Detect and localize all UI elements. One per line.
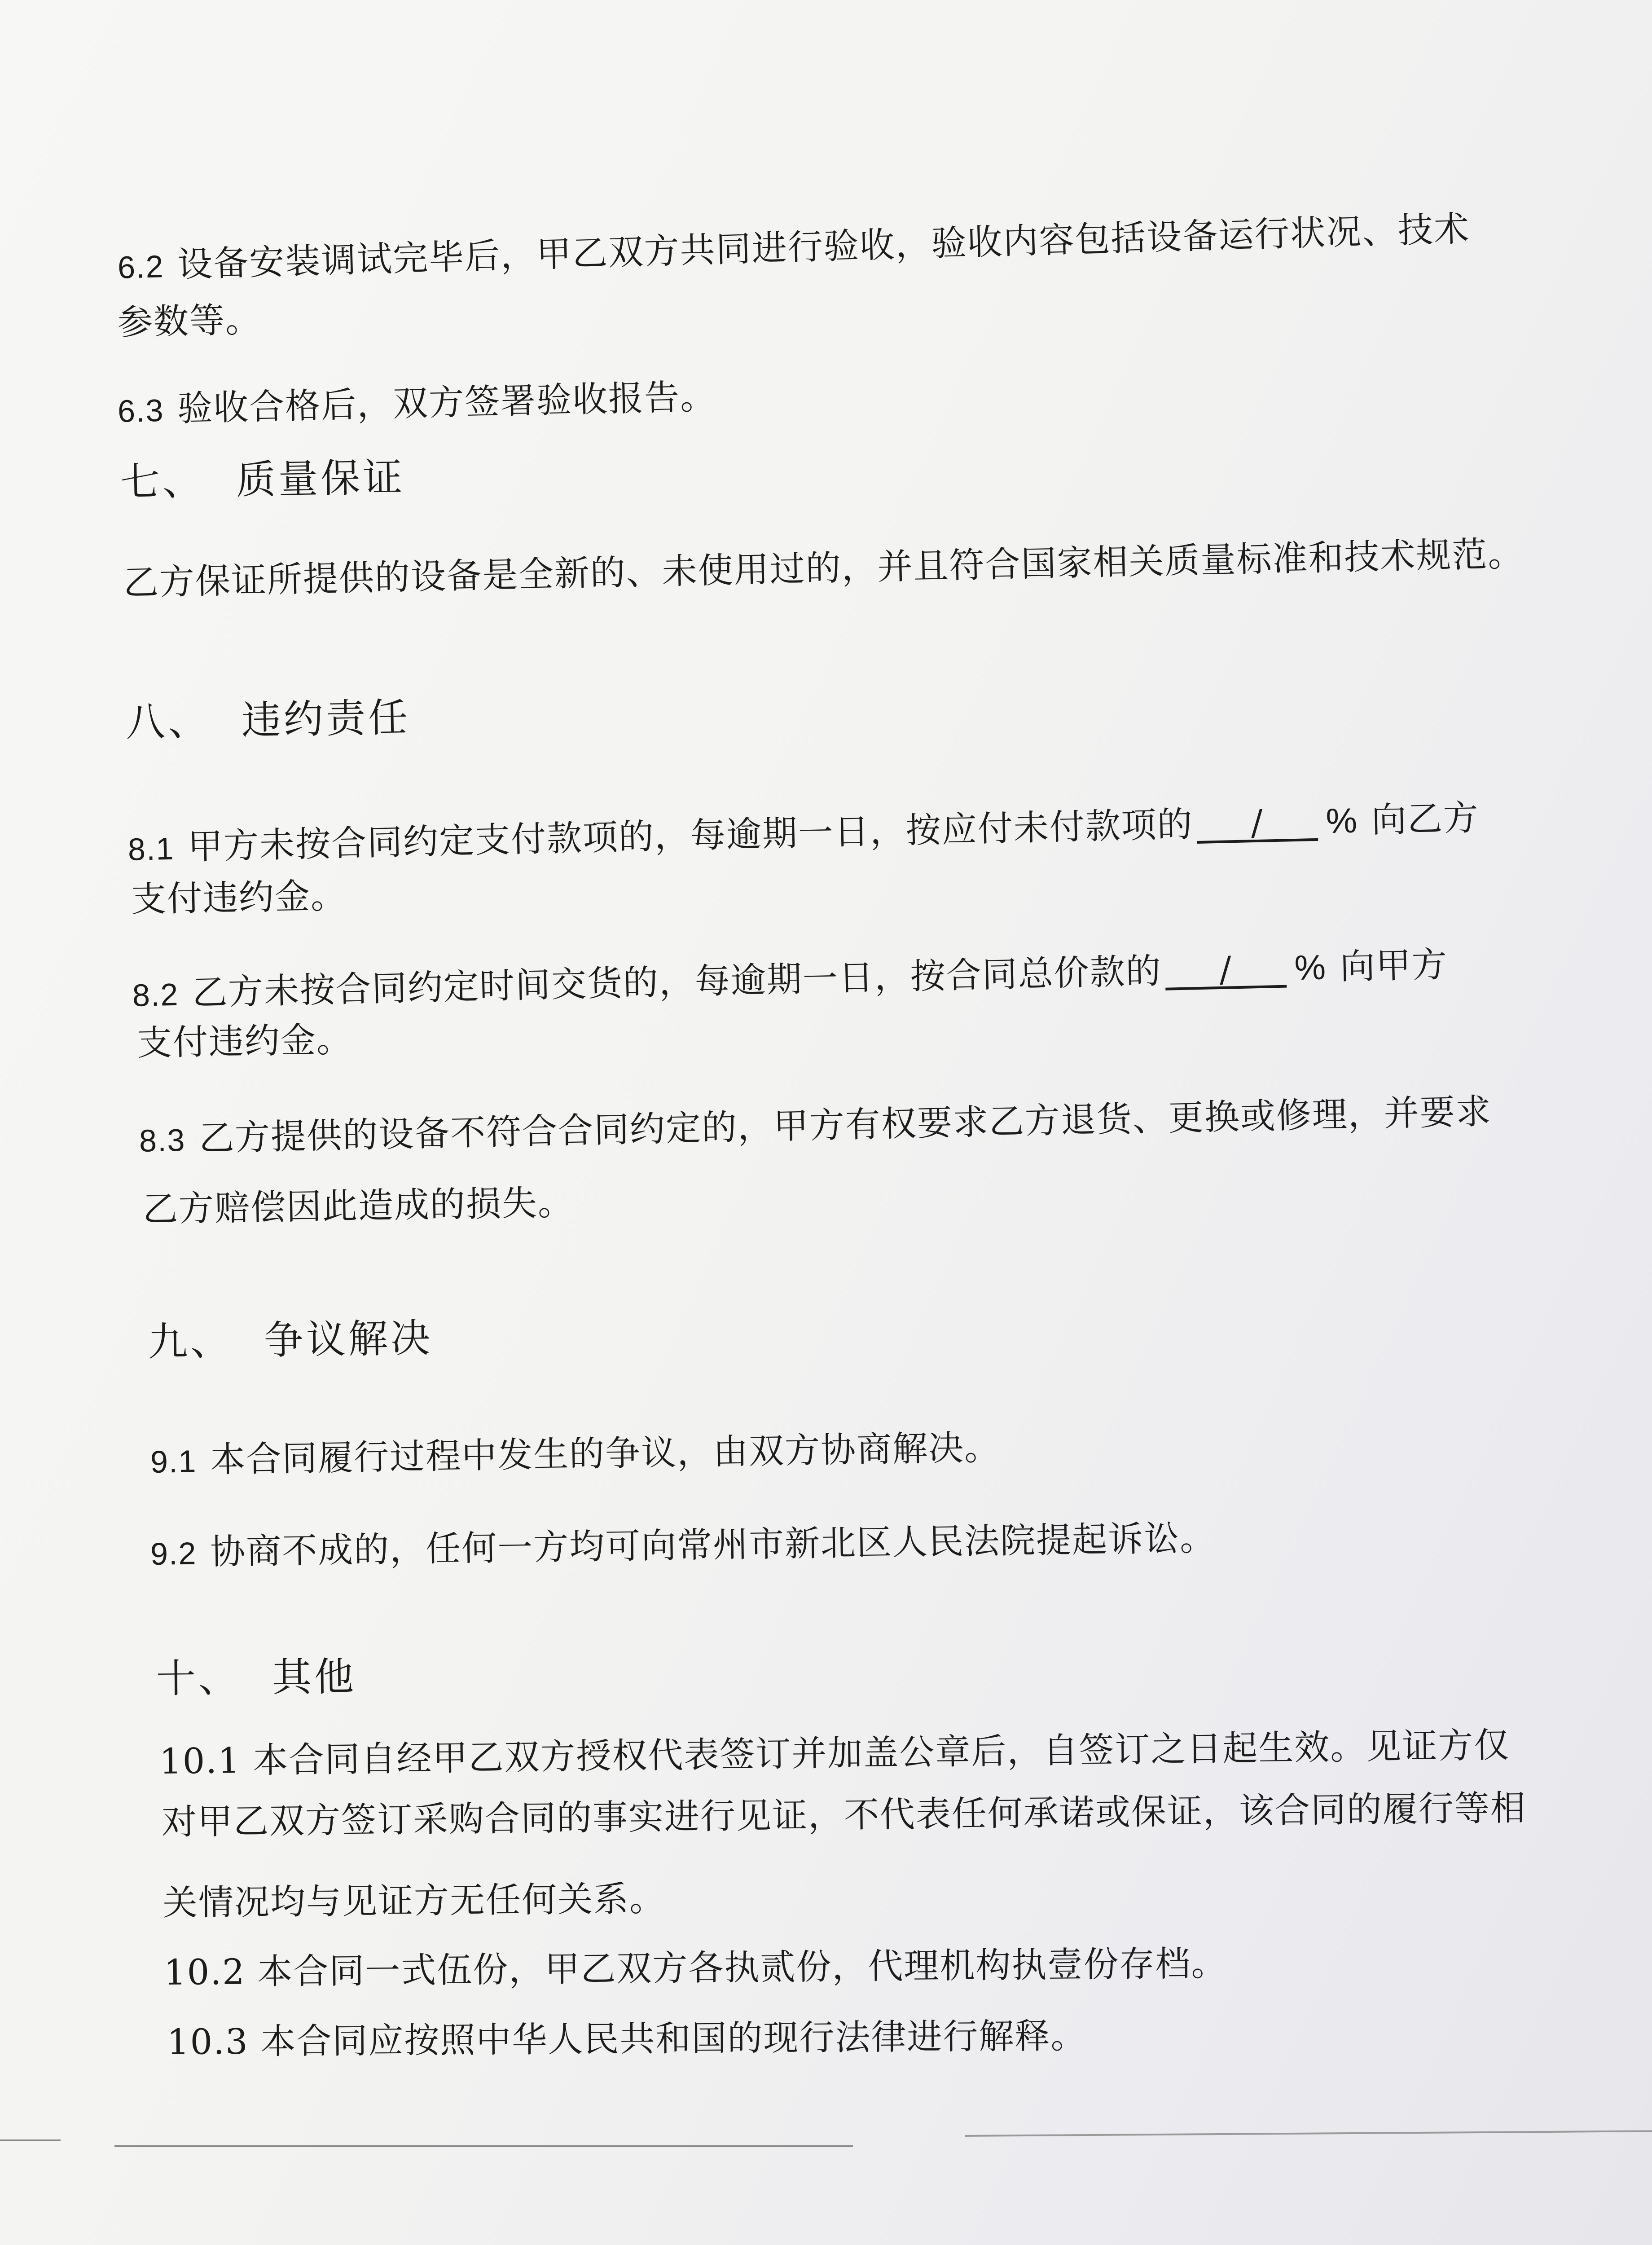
clause-number: 6.2 [117, 249, 165, 285]
clause-text: 乙方未按合同约定时间交货的，每逾期一日，按合同总价款的 [192, 951, 1162, 1013]
clause-number: 8.1 [127, 831, 175, 867]
section-number: 九、 [148, 1317, 233, 1365]
section-title: 违约责任 [241, 694, 411, 744]
clause-text: 甲方未按合同约定支付款项的，每逾期一日，按应付未付款项的 [187, 804, 1194, 867]
clause-8-1-line-1 [127, 797, 1480, 868]
clause-number: 9.1 [150, 1444, 197, 1479]
section-title: 争议解决 [264, 1315, 433, 1364]
footer-rule-middle [114, 2145, 853, 2147]
clause-10-1-line-2: 对甲乙双方签订采购合同的事实进行见证，不代表任何承诺或保证，该合同的履行等相 [161, 1788, 1527, 1843]
clause-10-3: 10.3 本合同应按照中华人民共和国的现行法律进行解释。 [167, 2016, 1087, 2063]
clause-8-2-line-1 [132, 944, 1448, 1014]
footer-rule-right [965, 2130, 1652, 2137]
section-10-heading [156, 1653, 357, 1702]
clause-10-2: 10.2 本合同一式伍份，甲乙双方各执贰份，代理机构执壹份存档。 [163, 1943, 1227, 1993]
clause-text: 验收合格后，双方签署验收报告。 [177, 376, 717, 429]
clause-6-2-line-1 [117, 208, 1471, 286]
footer-rule-left [0, 2139, 61, 2141]
section-7-text: 乙方保证所提供的设备是全新的、未使用过的，并且符合国家相关质量标准和技术规范。 [123, 533, 1525, 603]
section-number: 七、 [120, 457, 205, 505]
percent-sign: % [1294, 947, 1327, 988]
section-8-heading [125, 694, 411, 745]
section-7-heading [120, 453, 405, 505]
clause-number: 8.3 [139, 1122, 186, 1158]
clause-8-3-line-1 [139, 1091, 1492, 1159]
clause-10-1-line-1: 10.1 本合同自经甲乙双方授权代表签订并加盖公章后，自签订之日起生效。见证方仅 [159, 1725, 1510, 1782]
clause-text-tail: 向乙方 [1371, 797, 1480, 841]
percent-sign: % [1325, 800, 1358, 841]
clause-9-1 [150, 1427, 1001, 1480]
section-title: 其他 [272, 1653, 357, 1701]
clause-text: 乙方提供的设备不符合合同约定的，甲方有权要求乙方退货、更换或修理，并要求 [198, 1091, 1492, 1159]
clause-number: 8.2 [132, 977, 180, 1013]
section-title: 质量保证 [236, 453, 405, 503]
clause-6-3 [117, 376, 717, 429]
section-number: 十、 [156, 1655, 241, 1702]
clause-number: 6.3 [117, 392, 165, 429]
clause-text: 协商不成的，任何一方均可向常州市新北区人民法院提起诉讼。 [210, 1518, 1216, 1573]
clause-8-3-line-2: 乙方赔偿因此造成的损失。 [142, 1182, 574, 1230]
clause-9-2 [150, 1518, 1216, 1573]
clause-text: 设备安装调试完毕后，甲乙双方共同进行验收，验收内容包括设备运行状况、技术 [177, 208, 1471, 286]
clause-number: 9.2 [150, 1536, 197, 1572]
clause-6-2-line-2: 参数等。 [117, 299, 262, 343]
clause-10-1-line-3: 关情况均与见证方无任何关系。 [162, 1879, 666, 1924]
clause-text: 本合同履行过程中发生的争议，由双方协商解决。 [210, 1427, 1001, 1480]
clause-text-tail: 向甲方 [1339, 944, 1448, 987]
section-number: 八、 [125, 697, 211, 745]
penalty-rate-blank: / [1196, 805, 1318, 844]
penalty-rate-blank: / [1165, 952, 1287, 990]
section-9-heading [148, 1315, 433, 1365]
clause-8-2-line-2: 支付违约金。 [136, 1019, 353, 1064]
clause-8-1-line-2: 支付违约金。 [131, 876, 347, 920]
